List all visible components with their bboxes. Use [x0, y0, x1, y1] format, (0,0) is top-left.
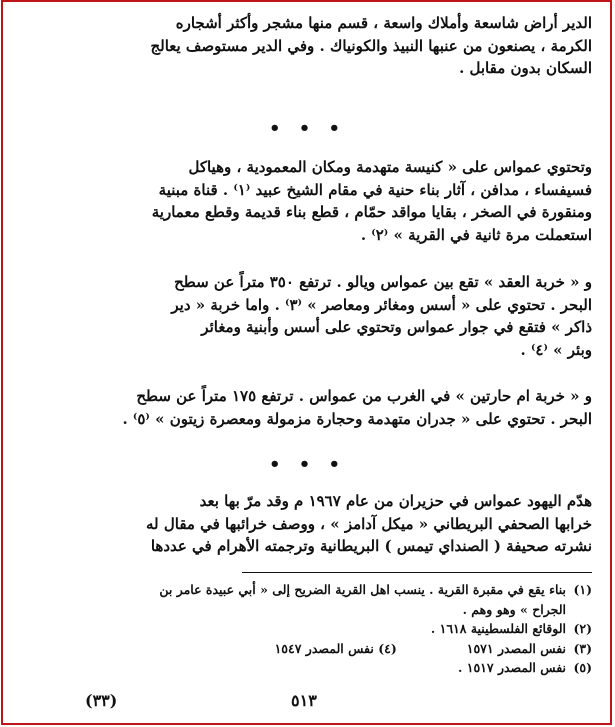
- document-page: [23, 8, 592, 723]
- footnote-number: (٤): [378, 640, 397, 656]
- footnote-3-4: [23, 639, 592, 659]
- footnote-1-continued: [23, 600, 592, 620]
- footnote-number: (٢): [573, 621, 592, 636]
- paragraph-3-line: وبئر » ⁽٤⁾ .: [520, 340, 592, 359]
- page-number: ٥١٣: [291, 691, 317, 710]
- paragraph-3-line: البحر . تحتوي على « أسس ومغائر ومعاصر » ⁽٣⁾ . واما خربة « دير: [171, 295, 592, 314]
- paragraph-5-line: خرابها الصحفي البريطاني « ميكل آدامز » ، ووصف خرائبها في مقال له: [146, 514, 592, 533]
- paragraph-3-line: ذاكر » فتقع في جوار عمواس وتحتوي على أسس وأبنية ومغائر: [201, 318, 592, 336]
- paragraph-4-line: البحر . تحتوي على « جدران متهدمة وحجارة مزمولة ومعصرة زيتون » ⁽٥⁾ .: [122, 409, 592, 428]
- paragraph-4: [23, 385, 592, 430]
- page-frame: [1, 0, 612, 725]
- paragraph-2: [23, 156, 592, 246]
- footnote-text: نفس المصدر ١٥١٧ .: [458, 660, 566, 675]
- paragraph-1-line: السكان بدون مقابل .: [459, 59, 592, 77]
- page-number-side: (٣٣): [85, 691, 118, 710]
- section-separator: • • •: [268, 118, 347, 139]
- paragraph-1-line: الكرمة ، يصنعون من عنبها النبيذ والكونياك . وفي الدير مستوصف يعالج: [150, 36, 592, 55]
- footnote-1: [23, 580, 592, 600]
- footnote-text: الجراح » وهو وهم .: [462, 601, 566, 617]
- paragraph-5-line: نشرته صحيفة ( الصنداي تيمس ) البريطانية وترجمته الأهرام في عددها: [150, 537, 592, 555]
- footnote-text: نفس المصدر ١٥٤٧: [274, 640, 374, 656]
- paragraph-1-line: الدير أراض شاسعة وأملاك واسعة ، قسم منها مشجر وأكثر أشجاره: [175, 14, 592, 32]
- footnote-divider: [242, 572, 592, 573]
- footnote-number: (١): [573, 582, 592, 597]
- paragraph-5: [23, 490, 592, 558]
- paragraph-3-line: و « خربة العقد » تقع بين عمواس ويالو . ترتفع ٣٥٠ متراً عن سطح: [174, 273, 592, 291]
- footnotes: [23, 580, 592, 678]
- footnote-2: [23, 619, 592, 639]
- paragraph-2-line: وتحتوي عمواس على « كنيسة متهدمة ومكان المعمودية ، وهياكل: [188, 158, 592, 176]
- paragraph-2-line: استعملت مرة ثانية في القرية » ⁽٢⁾ .: [360, 225, 592, 244]
- paragraph-3: [23, 271, 592, 361]
- footnote-text: الوقائع الفلسطينية ١٦١٨ .: [430, 621, 566, 636]
- footnote-4: [275, 639, 397, 659]
- paragraph-1: [23, 12, 592, 80]
- paragraph-4-line: و « خربة ام حارتين » في الغرب من عمواس . ترتفع ١٧٥ متراً عن سطح: [136, 387, 592, 405]
- footnote-number: (٣): [573, 640, 592, 656]
- footnote-number: (٥): [573, 660, 592, 675]
- footnote-text: نفس المصدر ١٥٧١: [466, 640, 566, 656]
- page-footer: [23, 691, 592, 713]
- section-separator: • • •: [268, 454, 347, 475]
- footnote-text: بناء يقع في مقبرة القرية . ينسب اهل القرية الضريح إلى « أبي عبيدة عامر بن: [159, 582, 566, 597]
- paragraph-5-line: هدّم اليهود عمواس في حزيران من عام ١٩٦٧ م وقد مرّ بها بعد: [199, 492, 592, 510]
- footnote-5: [23, 658, 592, 678]
- paragraph-2-line: ومنقورة في الصخر ، بقايا مواقد حمّام ، قطع بناء قديمة وقطع معمارية: [151, 203, 592, 221]
- paragraph-2-line: فسيفساء ، مدافن ، آثار بناء حنية في مقام الشيخ عبيد ⁽١⁾ . قناة مبنية: [158, 180, 592, 199]
